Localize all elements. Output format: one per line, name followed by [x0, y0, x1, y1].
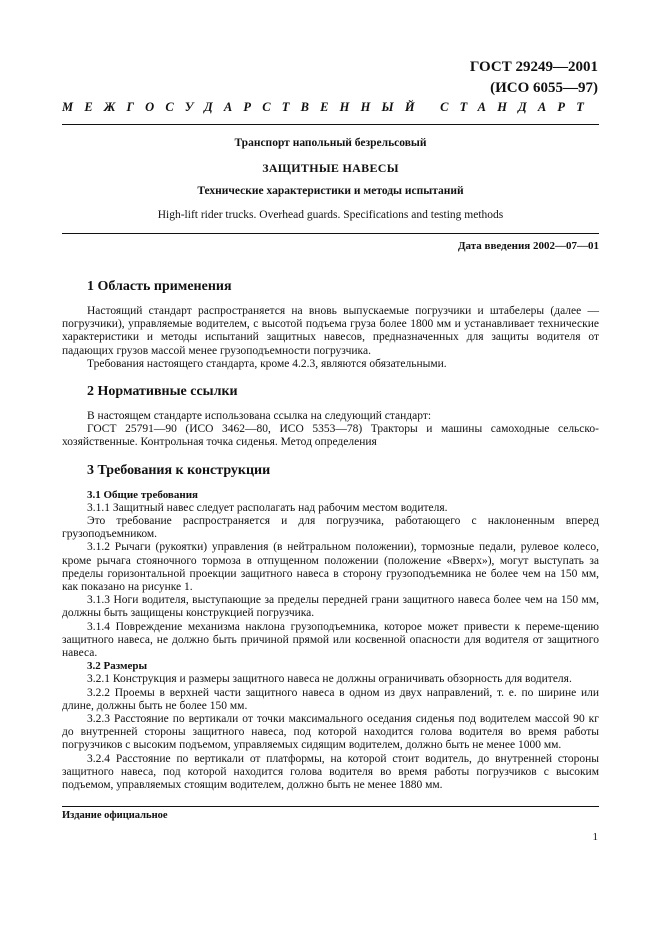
clause-3-2-4: 3.2.4 Расстояние по вертикали от платформы, на которой стоит водитель, до внутренней стороны защитного навеса, под которой находится голова водителя во время работы погрузчиков с высоким подъемом, управляемых стоящим водителем, должно быть не менее 1880 мм.	[62, 752, 599, 792]
section-1-paragraph-1: Настоящий стандарт распространяется на вновь выпускаемые погрузчики и штабелеры (далее — погрузчики), управляемые водителем, с высотой подъема груза более 1800 мм и устанавливает технические характеристики и методы испытаний защитных навесов, предназначенных для защиты водителя от падающих грузов массой менее грузоподъемности погрузчика.	[62, 305, 599, 357]
clause-3-2-2: 3.2.2 Проемы в верхней части защитного навеса в одном из двух направлений, т. е. по ширине или длине, должны быть не более 150 мм.	[62, 686, 599, 712]
footer-rule	[62, 806, 599, 807]
section-2-heading: 2 Нормативные ссылки	[87, 384, 238, 400]
subsection-3-1-heading: 3.1 Общие требования	[87, 488, 198, 501]
clause-3-2-3: 3.2.3 Расстояние по вертикали от точки максимального оседания сиденья под водителем массой 90 кг до внутренней стороны защитного навеса, под которой находится голова водителя во время работы погрузчиков с высоким подъемом, управляемых сидящим водителем, должно быть не менее 1000 мм.	[62, 713, 599, 752]
title-english: High-lift rider trucks. Overhead guards. Specifications and testing methods	[157, 209, 504, 221]
clause-3-2-1: 3.2.1 Конструкция и размеры защитного навеса не должны ограничивать обзорность для водителя.	[87, 673, 572, 686]
standard-banner: МЕЖГОСУДАРСТВЕННЫЙ СТАНДАРТ	[62, 100, 596, 114]
section-1-paragraph-2: Требования настоящего стандарта, кроме 4.2.3, являются обязательными.	[87, 357, 447, 370]
clause-3-1-1: 3.1.1 Защитный навес следует располагать над рабочим местом водителя.	[87, 501, 448, 514]
gost-number: ГОСТ 29249—2001	[469, 59, 598, 75]
section-3-heading: 3 Требования к конструкции	[87, 462, 271, 478]
section-2-paragraph-2: ГОСТ 25791—90 (ИСО 3462—80, ИСО 5353—78) Тракторы и машины самоходные сельско-хозяйственные. Контрольная точка сиденья. Метод определения	[62, 423, 599, 449]
clause-3-1-2: 3.1.2 Рычаги (рукоятки) управления (в нейтральном положении), тормозные педали, рулевое колесо, кроме рычага стояночного тормоза в отпущенном положении (положение «Вверх»), могут выступать за пределы горизонтальной проекции защитного навеса в сторону грузоподъемника не более чем на 150 мм, как показано на рисунке 1.	[62, 541, 599, 594]
top-rule	[62, 124, 599, 125]
edition-label: Издание официальное	[62, 810, 168, 821]
subsection-3-2-heading: 3.2 Размеры	[87, 660, 148, 673]
clause-3-1-4: 3.1.4 Повреждение механизма наклона грузоподъемника, которое может привести к переме-щению защитного навеса, не должно быть причиной прямой или косвенной опасности для водителя от защитного навеса.	[62, 620, 599, 660]
section-2-paragraph-1: В настоящем стандарте использована ссылка на следующий стандарт:	[87, 410, 432, 423]
document-body	[62, 266, 599, 792]
intro-date: Дата введения 2002—07—01	[457, 240, 599, 252]
title-rule	[62, 233, 599, 234]
clause-3-1-1-note: Это требование распространяется и для погрузчика, работающего с наклоненным вперед грузоподъемником.	[62, 515, 599, 541]
title-line-3: Технические характеристики и методы испытаний	[197, 185, 464, 197]
section-1-heading: 1 Область применения	[87, 279, 232, 294]
title-line-1: Транспорт напольный безрельсовый	[234, 137, 427, 149]
page-number: 1	[592, 831, 598, 843]
clause-3-1-3: 3.1.3 Ноги водителя, выступающие за пределы передней грани защитного навеса более чем на 150 мм, должны быть защищены конструкцией погрузчика.	[62, 594, 599, 620]
iso-number: (ИСО 6055—97)	[490, 80, 598, 96]
title-line-2: ЗАЩИТНЫЕ НАВЕСЫ	[262, 161, 399, 175]
